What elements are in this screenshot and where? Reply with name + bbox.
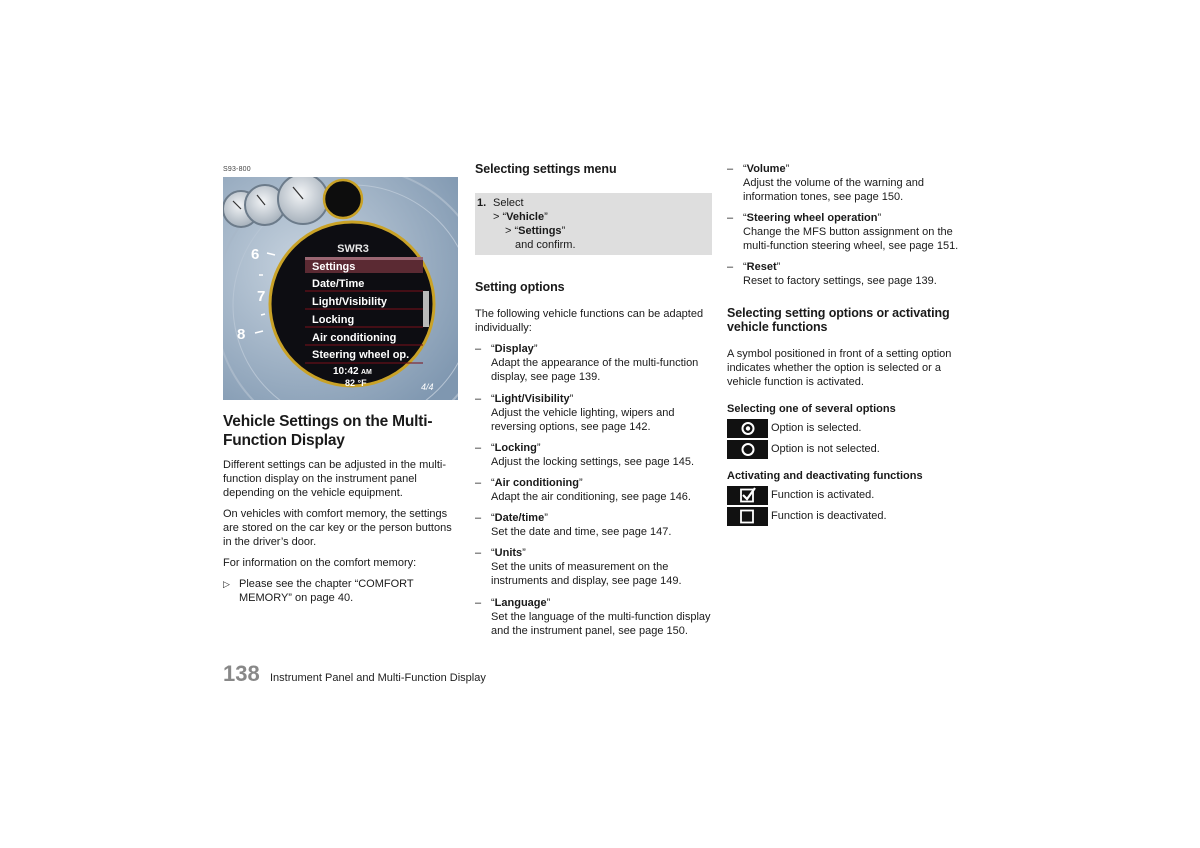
dash-bullet: – <box>727 212 734 224</box>
symbol-explanation-paragraph: A symbol positioned in front of a setting option indicates whether the option is selected or a vehicle function is activated. <box>727 348 952 388</box>
option-description: Set the date and time, see page 147. <box>491 526 672 538</box>
small-gauge-dark <box>324 180 362 218</box>
heading-selecting-options-activating: Selecting setting options or activating vehicle functions <box>727 306 950 334</box>
option-description: Adjust the locking settings, see page 145. <box>491 456 695 468</box>
multi-function-display <box>270 222 434 388</box>
subheading-selecting-one-option: Selecting one of several options <box>727 403 896 415</box>
comfort-memory-paragraph: On vehicles with comfort memory, the settings are stored on the car key or the person buttons in the driver’s door. <box>223 508 452 548</box>
triangle-bullet-icon: ▷ <box>223 579 230 589</box>
menu-item-date-time: Date/Time <box>312 278 365 290</box>
gauge-number-6: 6 <box>251 246 260 263</box>
option-selected-label: Option is selected. <box>771 422 862 434</box>
menu-item-light-visibility: Light/Visibility <box>312 296 387 308</box>
intro-paragraph: Different settings can be adjusted in the multi-function display on the instrument panel depending on the vehicle equipment. <box>223 459 446 499</box>
dash-bullet: – <box>475 477 482 489</box>
step-number: 1. <box>477 197 487 209</box>
step-confirm: and confirm. <box>515 239 576 251</box>
option-description: Adjust the vehicle lighting, wipers and reversing options, see page 142. <box>491 407 675 433</box>
option-name: Steering wheel operation <box>746 212 878 224</box>
option-name: Air conditioning <box>494 477 579 489</box>
page-number: 138 <box>223 661 260 686</box>
subheading-activating-functions: Activating and deactivating functions <box>727 470 923 482</box>
instrument-cluster-illustration <box>223 177 458 400</box>
dash-bullet: – <box>475 547 482 559</box>
dash-bullet: – <box>475 597 482 609</box>
heading-selecting-settings-menu: Selecting settings menu <box>475 162 617 176</box>
instrument-display-figure <box>223 177 458 400</box>
function-deactivated-label: Function is deactivated. <box>771 510 887 522</box>
radio-selected-icon <box>727 419 768 438</box>
heading-setting-options: Setting options <box>475 280 565 294</box>
reference-bullet <box>223 577 463 605</box>
dash-bullet: – <box>727 163 734 175</box>
dash-bullet: – <box>475 512 482 524</box>
option-description: Adapt the air conditioning, see page 146. <box>491 491 691 503</box>
page-indicator: 4/4 <box>421 382 434 392</box>
menu-item-locking: Locking <box>312 314 355 326</box>
option-name: Reset <box>746 261 777 273</box>
menu-item-settings: Settings <box>312 261 356 273</box>
step-vehicle: > “Vehicle” <box>493 211 548 223</box>
page-title: Vehicle Settings on the Multi-Function Display <box>223 413 433 449</box>
gauge-number-7: 7 <box>257 288 266 305</box>
menu-item-air-conditioning: Air conditioning <box>312 332 397 344</box>
display-header: SWR3 <box>337 243 369 255</box>
option-name: Light/Visibility <box>494 393 570 405</box>
option-not-selected-label: Option is not selected. <box>771 443 880 455</box>
option-name: Units <box>494 547 523 559</box>
display-time: 10:42 <box>333 366 359 377</box>
step-select: Select <box>493 197 524 209</box>
comfort-info-paragraph: For information on the comfort memory: <box>223 557 417 569</box>
option-description: Reset to factory settings, see page 139. <box>743 275 937 287</box>
step-settings: > “Settings” <box>505 225 566 237</box>
option-description: Adjust the volume of the warning and information tones, see page 150. <box>743 177 925 203</box>
dash-bullet: – <box>475 343 482 355</box>
option-description: Adapt the appearance of the multi-function display, see page 139. <box>491 357 699 383</box>
dash-bullet: – <box>727 261 734 273</box>
left-body <box>223 458 463 605</box>
function-activated-label: Function is activated. <box>771 489 875 501</box>
figure-code: S93-800 <box>223 166 251 173</box>
radio-unselected-icon <box>727 440 768 459</box>
scrollbar <box>423 291 429 327</box>
option-description: Set the language of the multi-function display and the instrument panel, see page 150. <box>491 611 711 637</box>
gauge-number-8: 8 <box>237 326 246 343</box>
option-name: Volume <box>746 163 786 175</box>
checkbox-unchecked-icon <box>727 507 768 526</box>
setting-options-intro: The following vehicle functions can be adapted individually: <box>475 308 704 334</box>
footer-section-title: Instrument Panel and Multi-Function Display <box>270 672 486 684</box>
menu-item-steering-wheel: Steering wheel op. <box>312 349 410 361</box>
option-description: Change the MFS button assignment on the multi-function steering wheel, see page 151. <box>743 226 959 252</box>
option-name: Locking <box>494 442 537 454</box>
display-time-suffix: AM <box>361 369 372 376</box>
dash-bullet: – <box>475 393 482 405</box>
option-name: Display <box>494 343 534 355</box>
instruction-step-box <box>475 193 712 255</box>
display-temperature: 82 °F <box>345 378 367 388</box>
checkbox-checked-icon <box>727 486 768 505</box>
small-gauge-right <box>278 177 328 224</box>
reference-bullet-text: Please see the chapter “COMFORT MEMORY” on page 40. <box>239 578 414 604</box>
dash-bullet: – <box>475 442 482 454</box>
option-description: Set the units of measurement on the instruments and display, see page 149. <box>491 561 682 587</box>
option-name: Date/time <box>494 512 545 524</box>
option-name: Language <box>494 597 547 609</box>
